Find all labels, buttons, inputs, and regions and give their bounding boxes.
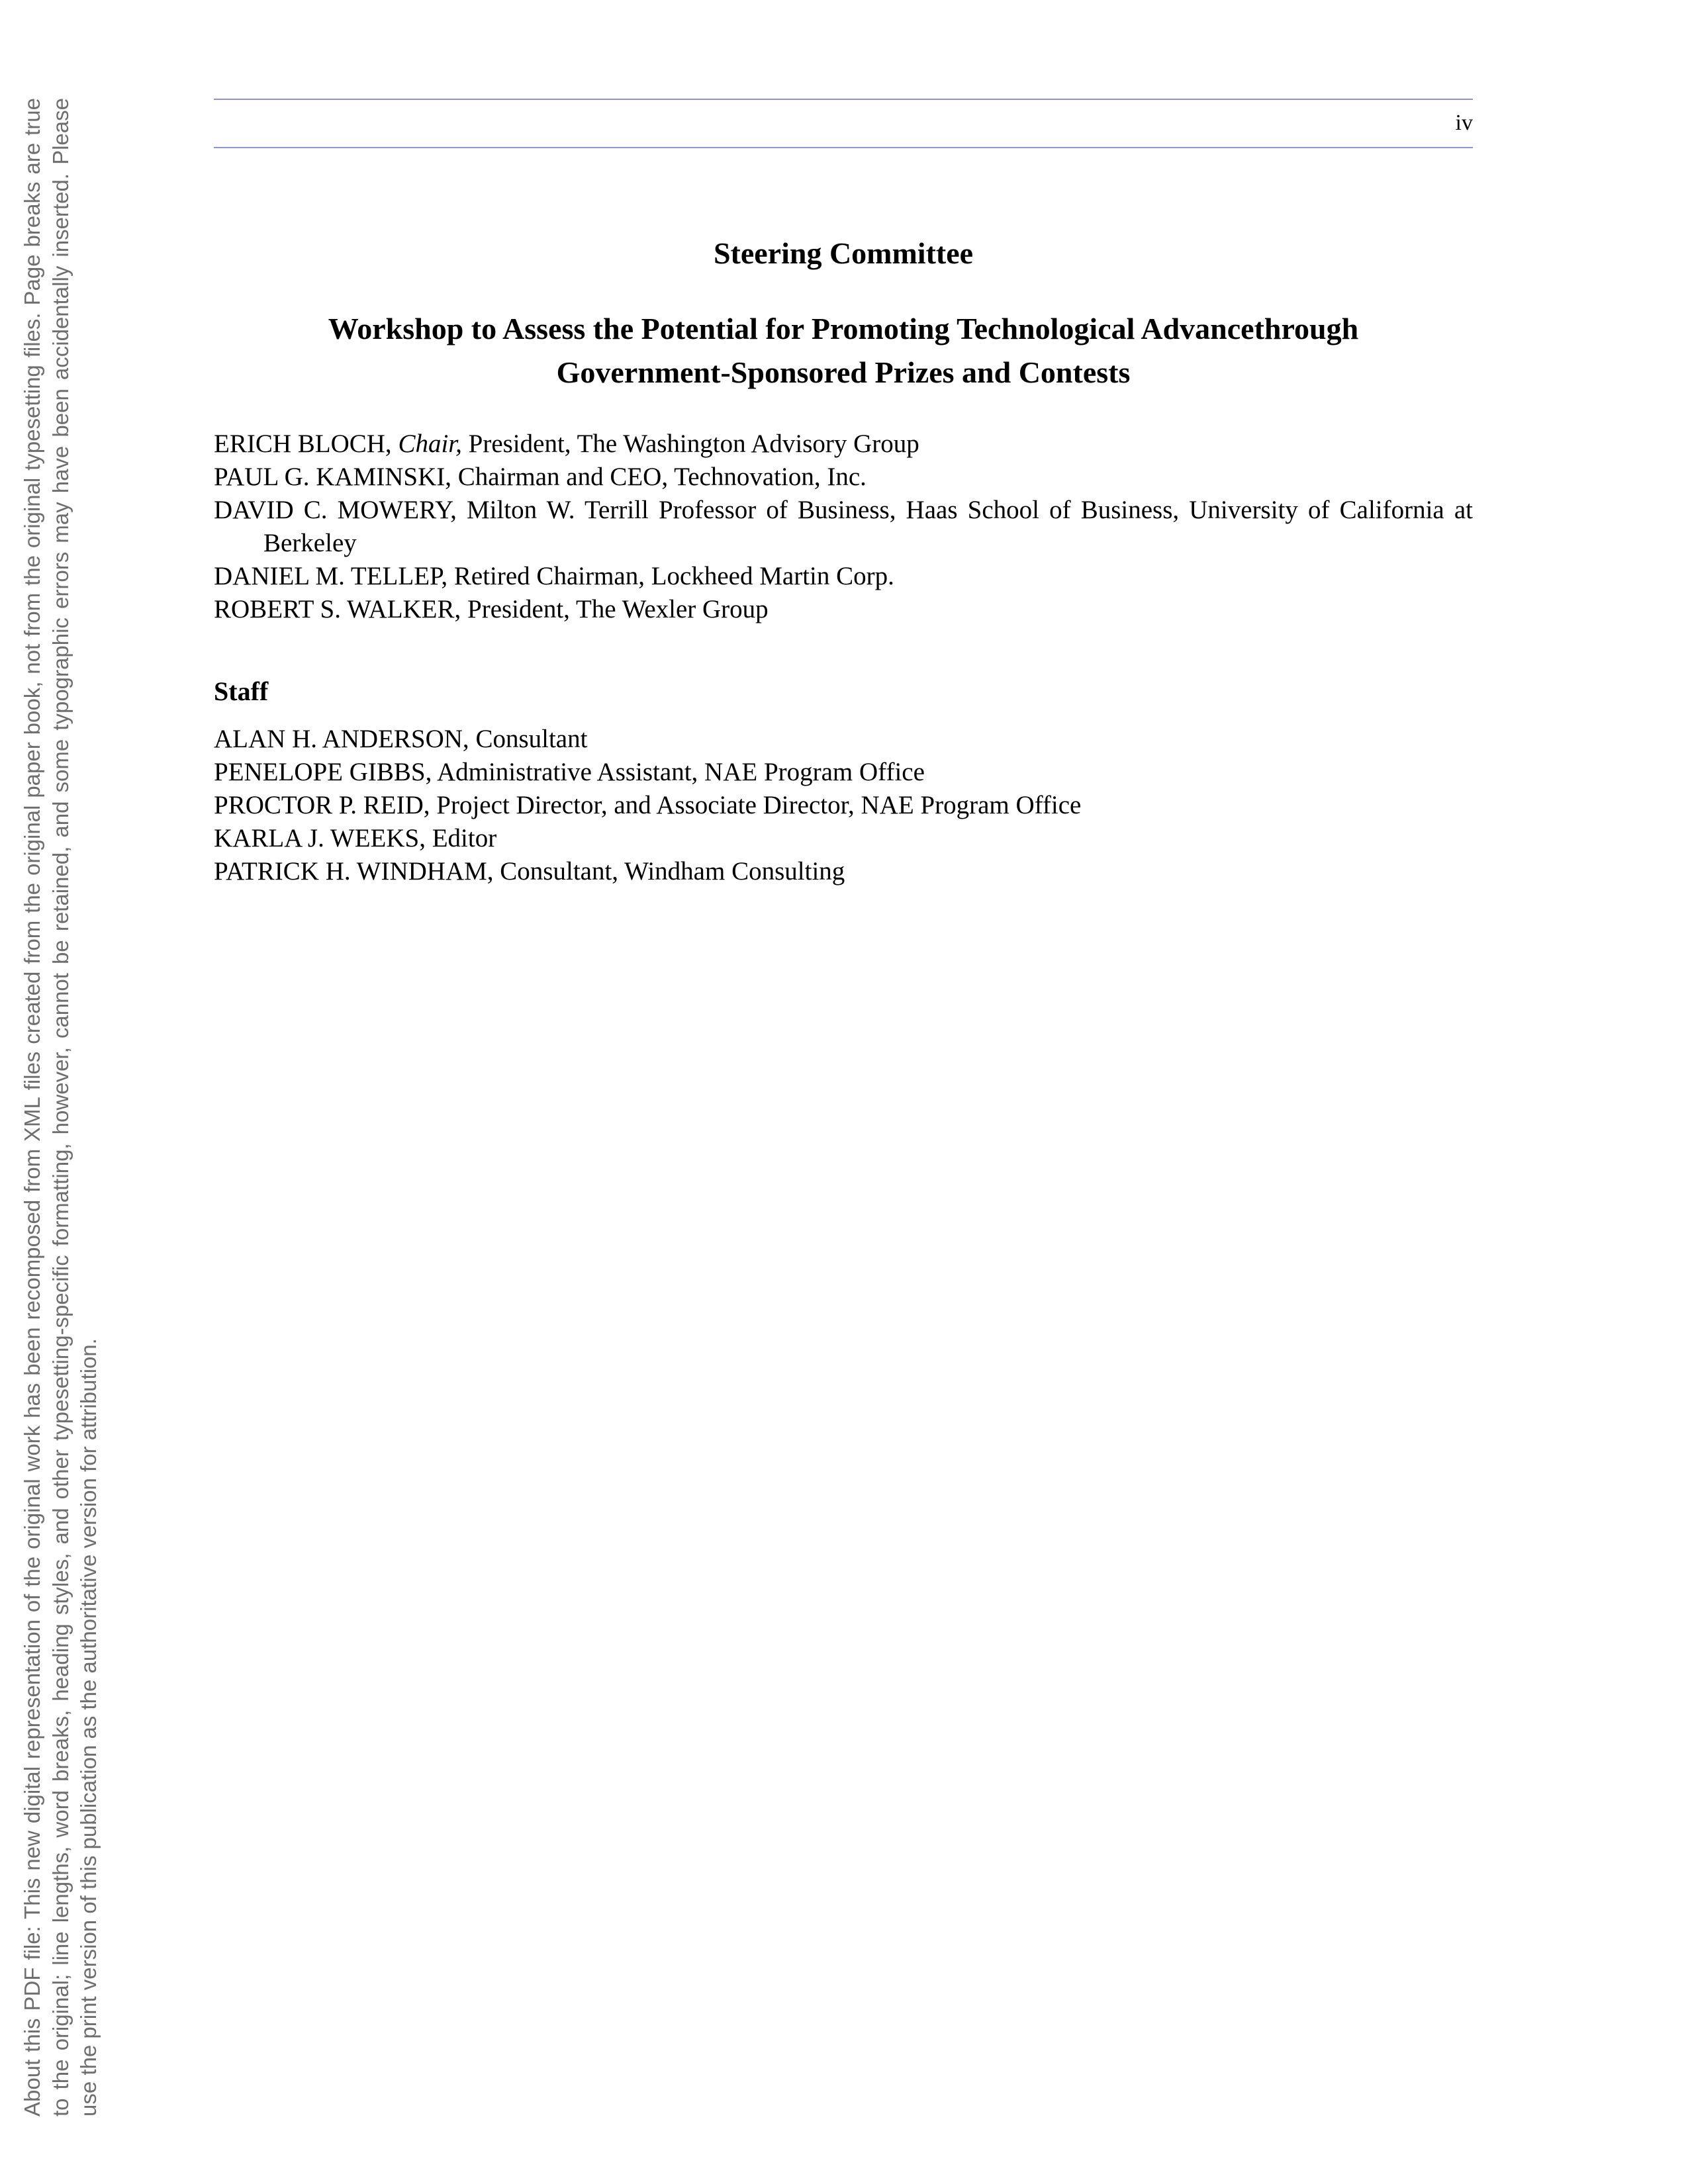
member-affiliation: President, The Washington Advisory Group xyxy=(461,430,919,458)
member-name: PENELOPE GIBBS, xyxy=(214,758,437,786)
staff-list xyxy=(214,723,1473,888)
header-rule-bottom xyxy=(214,147,1473,148)
member-affiliation: Chairman and CEO, Technovation, Inc. xyxy=(457,463,867,491)
sidebar-notice-line: use the print version of this publication as the authoritative version for attribution. xyxy=(76,1338,101,2116)
page-content xyxy=(214,232,1473,888)
committee-list xyxy=(214,428,1473,626)
sidebar-notice xyxy=(0,0,106,2184)
member-affiliation: Milton W. Terrill Professor of Business, Haas School of Business, University of California at Berkeley xyxy=(263,496,1473,557)
committee-member xyxy=(214,461,1473,494)
member-name: KARLA J. WEEKS, xyxy=(214,824,432,852)
member-name: ERICH BLOCH, xyxy=(214,430,399,458)
staff-member xyxy=(214,822,1473,855)
member-role: Chair, xyxy=(398,430,462,458)
staff-heading: Staff xyxy=(214,676,269,706)
member-name: DANIEL M. TELLEP, xyxy=(214,562,454,590)
member-name: DAVID C. MOWERY, xyxy=(214,496,467,524)
staff-member xyxy=(214,855,1473,888)
staff-member xyxy=(214,789,1473,822)
member-affiliation: Editor xyxy=(432,824,497,852)
member-name: PROCTOR P. REID, xyxy=(214,791,437,819)
committee-member xyxy=(214,593,1473,626)
workshop-title-line: Workshop to Assess the Potential for Promoting Technological Advancethrough xyxy=(328,312,1359,345)
member-affiliation: President, The Wexler Group xyxy=(467,595,769,623)
sidebar-notice-line: to the original; line lengths, word breaks, heading styles, and other typesetting-specific formatting, however, cannot be retained, and some typographic errors may have been accidentally inserted. Please xyxy=(48,98,73,2116)
member-name: PATRICK H. WINDHAM, xyxy=(214,857,500,886)
staff-member xyxy=(214,723,1473,756)
workshop-title-line: Government-Sponsored Prizes and Contests xyxy=(556,355,1131,389)
sidebar-notice-text xyxy=(19,98,103,2116)
committee-member xyxy=(214,560,1473,593)
committee-member xyxy=(214,494,1473,560)
member-name: PAUL G. KAMINSKI, xyxy=(214,463,458,491)
member-affiliation: Administrative Assistant, NAE Program Office xyxy=(436,758,925,786)
page-title: Steering Committee xyxy=(713,236,974,270)
member-affiliation: Project Director, and Associate Director, NAE Program Office xyxy=(436,791,1082,819)
member-affiliation: Consultant xyxy=(475,725,588,753)
sidebar-notice-line: About this PDF file: This new digital representation of the original work has been recomposed from XML files created from the original paper book, not from the original typesetting files. Page breaks are true xyxy=(20,98,44,2116)
member-name: ROBERT S. WALKER, xyxy=(214,595,468,623)
page-number: iv xyxy=(1455,111,1473,135)
committee-member xyxy=(214,428,1473,461)
staff-member xyxy=(214,756,1473,789)
workshop-title xyxy=(214,307,1473,394)
header-rule-top xyxy=(214,99,1473,100)
member-name: ALAN H. ANDERSON, xyxy=(214,725,476,753)
member-affiliation: Consultant, Windham Consulting xyxy=(500,857,845,886)
member-affiliation: Retired Chairman, Lockheed Martin Corp. xyxy=(453,562,894,590)
